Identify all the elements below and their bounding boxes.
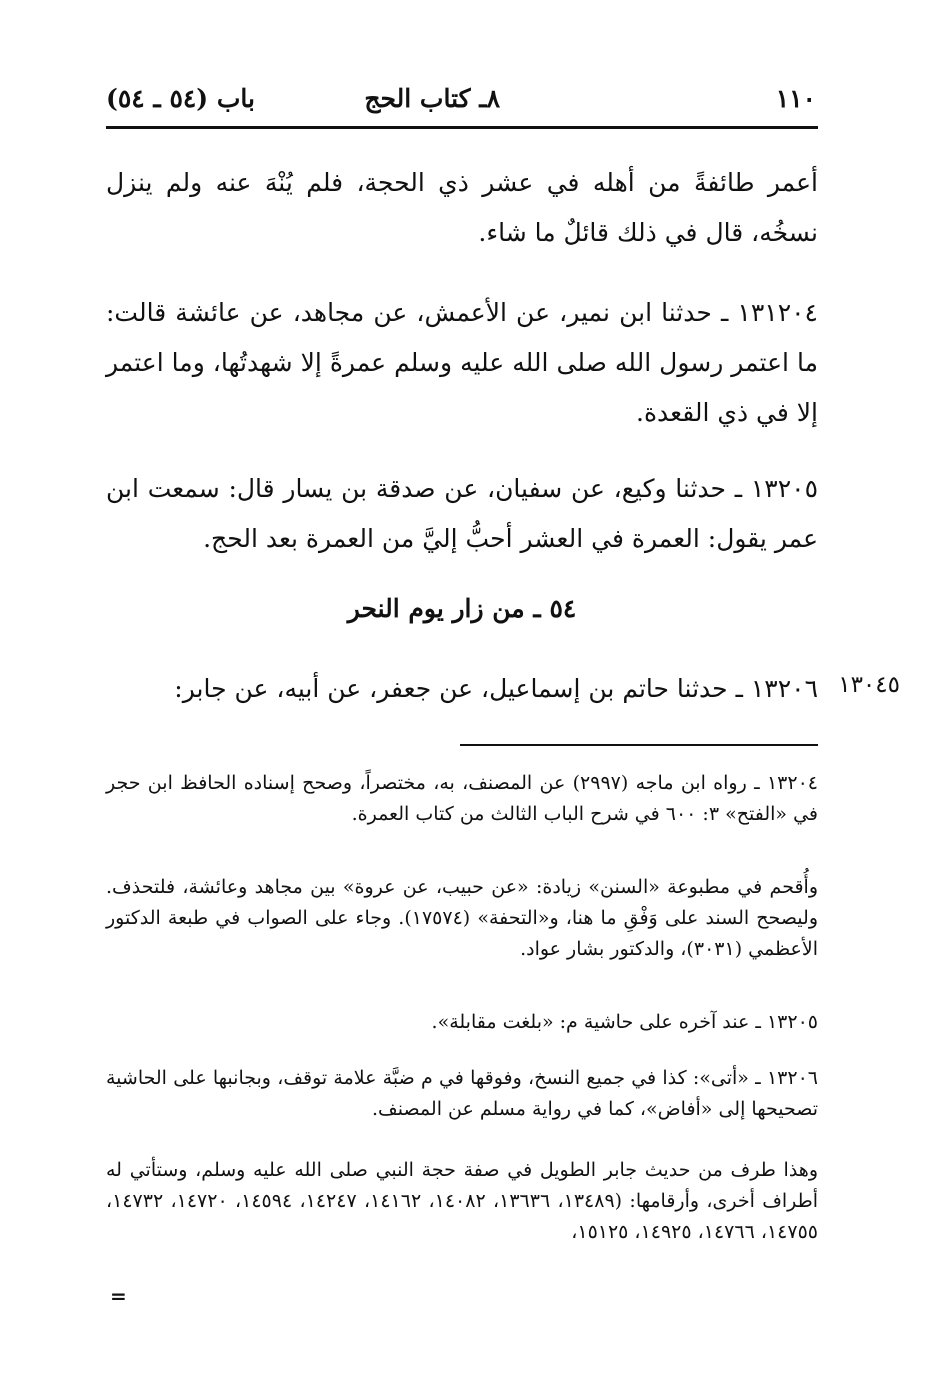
footnote-13206: ١٣٢٠٦ ـ «أتى»: كذا في جميع النسخ، وفوقها في م ضبَّة علامة توقف، وبجانبها على الحاشية تصحيحها إلى «أفاض»، كما في رواية مسلم عن المصنف. [106, 1067, 818, 1120]
book-title: ٨ـ كتاب الحج [364, 84, 500, 113]
footnote-13204-addendum: وأُقحم في مطبوعة «السنن» زيادة: «عن حبيب، عن عروة» بين مجاهد وعائشة، فلتحذف. وليصحح السند على وَفْقِ ما هنا، و«التحفة» (١٧٥٧٤). وجاء على الصواب في طبعة الدكتور الأعظمي (٣٠٣١)، والدكتور بشار عواد. [106, 876, 818, 960]
chapter-reference: باب (٥٤ ـ ٥٤) [106, 84, 255, 113]
footnote-13206-addendum: وهذا طرف من حديث جابر الطويل في صفة حجة النبي صلى الله عليه وسلم، وستأتي له أطراف أخرى، وأرقامها: (١٣٤٨٩، ١٣٦٣٦، ١٤٠٨٢، ١٤١٦٢، ١٤٢٤٧، ١٤٥٩٤، ١٤٧٢٠، ١٤٧٣٢، ١٤٧٥٥، ١٤٧٦٦، ١٤٩٢٥، ١٥١٢٥، [106, 1159, 819, 1243]
chapter-heading: ٥٤ ـ من زار يوم النحر [347, 594, 577, 623]
header-rule [106, 126, 818, 129]
footnote-13204: ١٣٢٠٤ ـ رواه ابن ماجه (٢٩٩٧) عن المصنف، به، مختصراً، وصحح إسناده الحافظ ابن حجر في «الفتح» ٣: ٦٠٠ في شرح الباب الثالث من كتاب العمرة. [106, 772, 818, 825]
margin-number: ١٣٠٤٥ [838, 672, 900, 698]
hadith-13205: ١٣٢٠٥ ـ حدثنا وكيع، عن سفيان، عن صدقة بن يسار قال: سمعت ابن عمر يقول: العمرة في العشر أحبُّ إليَّ من العمرة بعد الحج. [106, 474, 818, 553]
hadith-13204: ١٣١٢٠٤ ـ حدثنا ابن نمير، عن الأعمش، عن مجاهد، عن عائشة قالت: ما اعتمر رسول الله صلى الله عليه وسلم عمرةً إلا شهدتُها، وما اعتمر إلا في ذي القعدة. [106, 298, 818, 427]
footnote-13205: ١٣٢٠٥ ـ عند آخره على حاشية م: «بلغت مقابلة». [431, 1011, 818, 1033]
continuation-mark: = [110, 1284, 127, 1308]
hadith-13206: ١٣٢٠٦ ـ حدثنا حاتم بن إسماعيل، عن جعفر، عن أبيه، عن جابر: [174, 674, 818, 703]
running-header [106, 84, 818, 124]
page-number: ١١٠ [775, 84, 816, 113]
paragraph-continued: أعمر طائفةً من أهله في عشر ذي الحجة، فلم يُنْهَ عنه ولم ينزل نسخُه، قال في ذلك قائلٌ ما شاء. [106, 168, 818, 247]
footnote-separator [460, 744, 818, 746]
